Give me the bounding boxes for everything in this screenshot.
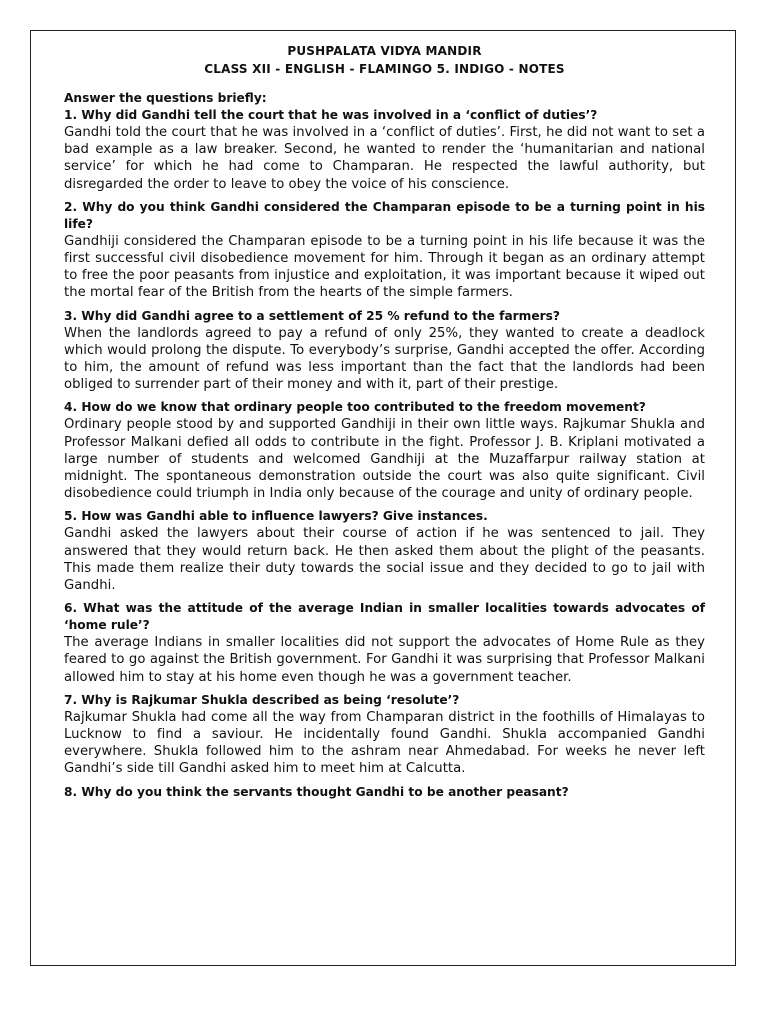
question-2: 2. Why do you think Gandhi considered the Champaran episode to be a turning point in his life? xyxy=(64,199,705,231)
document-header xyxy=(64,42,705,78)
qa-block-7 xyxy=(64,692,705,778)
qa-block-3 xyxy=(64,308,705,394)
qa-block-4 xyxy=(64,399,705,502)
answer-4: Ordinary people stood by and supported Gandhiji in their own little ways. Rajkumar Shukla and Professor Malkani defied all odds to contribute in the fight. Professor J. B. Kriplani motivated a large number of students and welcomed Gandhiji at the Muzaffarpur railway station at midnight. The spontaneous demonstration outside the court was also quite significant. Civil disobedience could triumph in India only because of the courage and unity of ordinary people. xyxy=(64,417,705,502)
question-4: 4. How do we know that ordinary people too contributed to the freedom movement? xyxy=(64,400,646,415)
qa-block-2 xyxy=(64,199,705,302)
qa-block-6 xyxy=(64,600,705,686)
question-8: 8. Why do you think the servants thought Gandhi to be another peasant? xyxy=(64,784,569,799)
instructions: Answer the questions briefly: xyxy=(64,91,267,105)
class-subtitle: CLASS XII - ENGLISH - FLAMINGO 5. INDIGO - NOTES xyxy=(204,62,565,76)
answer-5: Gandhi asked the lawyers about their course of action if he was sentenced to jail. They answered that they would return back. He then asked them about the plight of the peasants. This made them realize their duty towards the social issue and they decided to go to jail with Gandhi. xyxy=(64,526,705,594)
answer-2: Gandhiji considered the Champaran episode to be a turning point in his life because it was the first successful civil disobedience movement for him. Through it began as an ordinary attempt to free the poor peasants from injustice and exploitation, it was important because it wiped out the mortal fear of the British from the hearts of the simple farmers. xyxy=(64,233,705,301)
document-body xyxy=(64,42,705,801)
answer-6: The average Indians in smaller localities did not support the advocates of Home Rule as they feared to go against the British government. For Gandhi it was surprising that Professor Malkani allowed him to stay at his home even though he was a government teacher. xyxy=(64,635,705,685)
school-name: PUSHPALATA VIDYA MANDIR xyxy=(287,44,482,58)
question-7: 7. Why is Rajkumar Shukla described as being ‘resolute’? xyxy=(64,692,460,707)
qa-block-1 xyxy=(64,107,705,193)
question-3: 3. Why did Gandhi agree to a settlement of 25 % refund to the farmers? xyxy=(64,308,560,323)
answer-7: Rajkumar Shukla had come all the way from Champaran district in the foothills of Himalayas to Lucknow to find a saviour. He incidentally found Gandhi. Shukla accompanied Gandhi everywhere. Shukla followed him to the ashram near Ahmedabad. For weeks he never left Gandhi’s side till Gandhi asked him to meet him at Calcutta. xyxy=(64,709,705,777)
question-5: 5. How was Gandhi able to influence lawyers? Give instances. xyxy=(64,509,488,524)
question-1: 1. Why did Gandhi tell the court that he was involved in a ‘conflict of duties’? xyxy=(64,108,598,122)
question-6: 6. What was the attitude of the average Indian in smaller localities towards advocates of ‘home rule’? xyxy=(64,601,705,633)
answer-1: Gandhi told the court that he was involved in a ‘conflict of duties’. First, he did not want to set a bad example as a law breaker. Second, he wanted to render the ‘humanitarian and national service’ for which he had come to Champaran. He respected the lawful authority, but disregarded the order to leave to obey the voice of his conscience. xyxy=(64,125,705,192)
qa-block-8 xyxy=(64,784,705,801)
qa-block-5 xyxy=(64,508,705,594)
answer-3: When the landlords agreed to pay a refund of only 25%, they wanted to create a deadlock which would prolong the dispute. To everybody’s surprise, Gandhi accepted the offer. According to him, the amount of refund was less important than the fact that the landlords had been obliged to surrender part of their money and with it, part of their prestige. xyxy=(64,325,705,393)
